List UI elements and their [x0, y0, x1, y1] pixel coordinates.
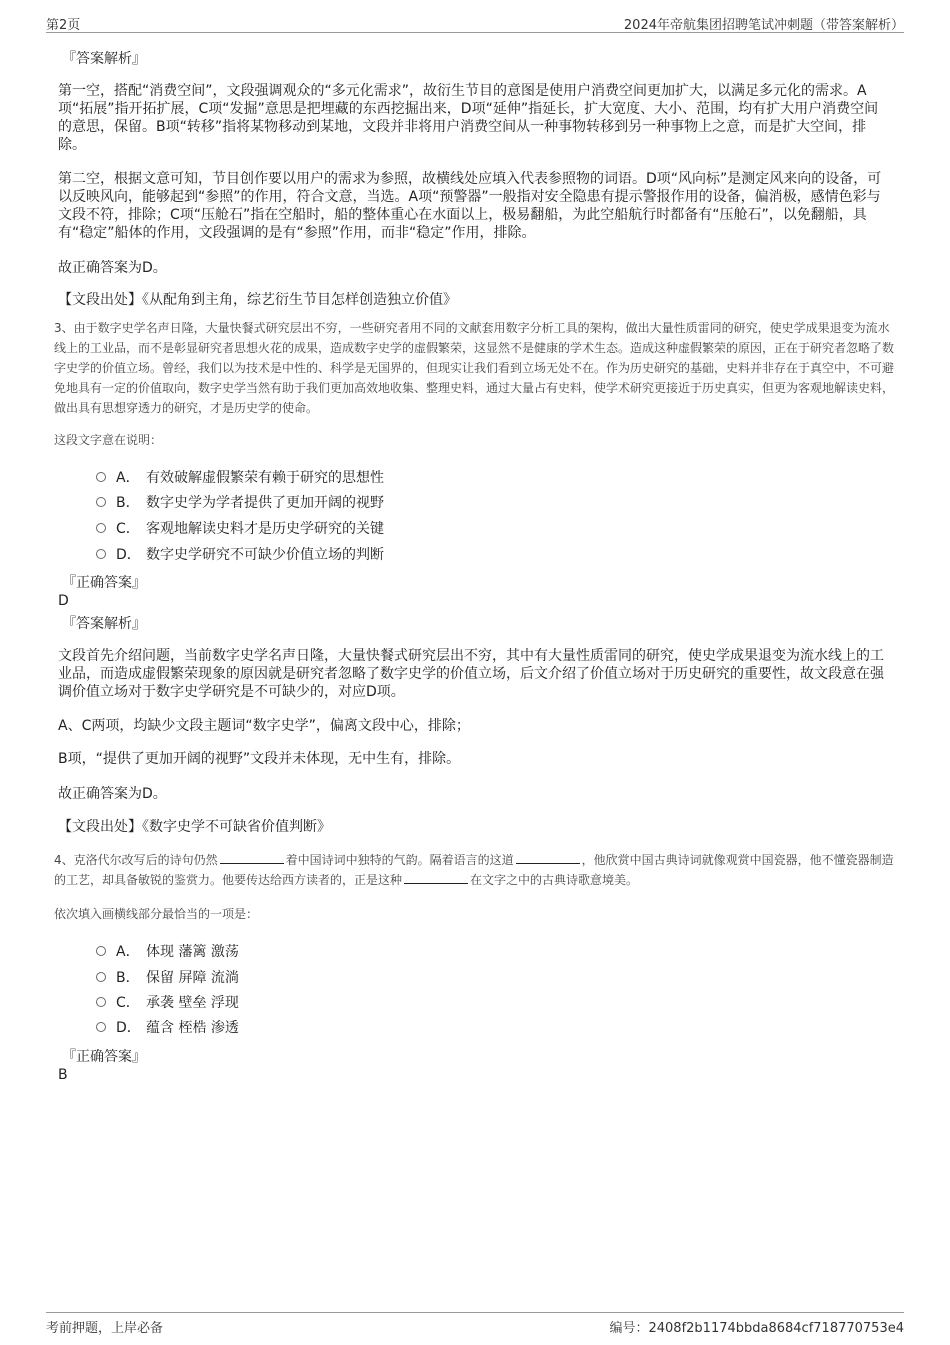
q4-option-c[interactable]: C． 承袭 壁垒 浮现: [96, 992, 239, 1012]
radio-icon[interactable]: [96, 972, 106, 982]
radio-icon[interactable]: [96, 1022, 106, 1032]
radio-icon[interactable]: [96, 523, 106, 533]
q4-answer-label: 『正确答案』: [62, 1049, 146, 1065]
document-title: 2024年帝航集团招聘笔试冲刺题（带答案解析）: [623, 18, 904, 33]
page-header: [46, 12, 904, 33]
q4-answer: B: [58, 1067, 68, 1083]
footer-slogan: 考前押题，上岸必备: [46, 1321, 164, 1336]
fill-blank-2: [516, 851, 580, 864]
q2-conclusion: 故正确答案为D。: [58, 260, 167, 276]
q3-option-a[interactable]: A． 有效破解虚假繁荣有赖于研究的思想性: [96, 467, 384, 487]
q3-option-c[interactable]: C． 客观地解读史料才是历史学研究的关键: [96, 518, 384, 538]
q4-stem: 4、克洛代尔改写后的诗句仍然 着中国诗词中独特的气韵。隔着语言的这道 ，他欣赏中国古典诗词就像观赏中国瓷器，他不懂瓷器制造的工艺，却具备敏锐的鉴赏力。他要传达给西方读者的，正是这种 在文字之中的古典诗歌意境美。: [54, 853, 894, 887]
q3-stem: 3、由于数字史学名声日隆，大量快餐式研究层出不穷，一些研究者用不同的文献套用数字分析工具的架构，做出大量性质雷同的研究，使史学成果退变为流水线上的工业品，而不是彰显研究者思想火花的成果，造成数字史学的虚假繁荣，这显然不是健康的学术生态。造成这种虚假繁荣的原因，正在于研究者忽略了数字史学的价值立场。曾经，我们以为技术是中性的、科学是无国界的，但现实让我们看到立场无处不在。作为历史研究的基础，史料并非存在于真空中，不可避免地具有一定的价值取向，数字史学当然有助于我们更加高效地收集、整理史料，通过大量占有史料，使学术研究更接近于历史真实，但更为客观地解读史料，做出具有思想穿透力的研究，才是历史学的使命。: [54, 321, 895, 415]
q3-analysis-label: 『答案解析』: [62, 616, 146, 632]
q3-analysis-paragraph-3: B项，“提供了更加开阔的视野”文段并未体现，无中生有，排除。: [58, 751, 461, 767]
q3-analysis-paragraph-2: A、C两项，均缺少文段主题词“数字史学”，偏离文段中心，排除；: [58, 718, 470, 734]
fill-blank-1: [220, 851, 284, 864]
q4-option-a[interactable]: A． 体现 藩篱 激荡: [96, 941, 239, 961]
radio-icon[interactable]: [96, 497, 106, 507]
q4-option-d[interactable]: D． 蕴含 桎梏 渗透: [96, 1017, 239, 1037]
fill-blank-3: [404, 871, 468, 884]
q4-option-b[interactable]: B． 保留 屏障 流淌: [96, 967, 239, 987]
q2-analysis-paragraph-1: 第一空，搭配“消费空间”，文段强调观众的“多元化需求”，故衍生节目的意图是使用户消费空间更加扩大，以满足多元化的需求。A项“拓展”指开拓扩展，C项“发掘”意思是把埋藏的东西挖掘出来，D项“延伸”指延长，扩大宽度、大小、范围，均有扩大用户消费空间的意思，保留。B项“转移”指将某物移动到某地，文段并非将用户消费空间从一种事物转移到另一种事物上之意，而是扩大空间，排除。: [58, 83, 879, 153]
radio-icon[interactable]: [96, 946, 106, 956]
q3-option-b[interactable]: B． 数字史学为学者提供了更加开阔的视野: [96, 492, 384, 512]
q3-analysis-paragraph-1: 文段首先介绍问题，当前数字史学名声日隆，大量快餐式研究层出不穷，其中有大量性质雷同的研究，使史学成果退变为流水线上的工业品，而造成虚假繁荣现象的原因就是研究者忽略了数字史学的价值立场，后文介绍了价值立场对于历史研究的重要性，故文段意在强调价值立场对于数字史学研究是不可缺少的，对应D项。: [58, 648, 884, 700]
q3-option-d[interactable]: D． 数字史学研究不可缺少价值立场的判断: [96, 544, 384, 564]
q2-source: 【文段出处】《从配角到主角，综艺衍生节目怎样创造独立价值》: [58, 292, 457, 308]
q3-answer-label: 『正确答案』: [62, 575, 146, 591]
radio-icon[interactable]: [96, 549, 106, 559]
q3-question: 这段文字意在说明：: [54, 433, 163, 447]
q4-question: 依次填入画横线部分最恰当的一项是：: [54, 907, 259, 921]
radio-icon[interactable]: [96, 997, 106, 1007]
q3-source: 【文段出处】《数字史学不可缺省价值判断》: [58, 819, 331, 835]
radio-icon[interactable]: [96, 472, 106, 482]
q2-analysis-label: 『答案解析』: [62, 51, 146, 67]
q2-analysis-paragraph-2: 第二空，根据文意可知，节目创作要以用户的需求为参照，故横线处应填入代表参照物的词语。D项“风向标”是测定风来向的设备，可以反映风向，能够起到“参照”的作用，符合文意，当选。A项“预警器”一般指对安全隐患有提示警报作用的设备，偏消极，感情色彩与文段不符，排除；C项“压舱石”指在空船时，船的整体重心在水面以上，极易翻船，为此空船航行时都备有“压舱石”，以免翻船，具有“稳定”船体的作用，文段强调的是有“参照”作用，而非“稳定”作用，排除。: [58, 171, 882, 241]
q3-answer: D: [58, 593, 69, 609]
q3-conclusion: 故正确答案为D。: [58, 786, 167, 802]
page-number: 第2页: [46, 18, 81, 33]
document-code: 编号：2408f2b1174bbda8684cf718770753e4: [609, 1321, 904, 1336]
page-footer: [46, 1312, 904, 1336]
